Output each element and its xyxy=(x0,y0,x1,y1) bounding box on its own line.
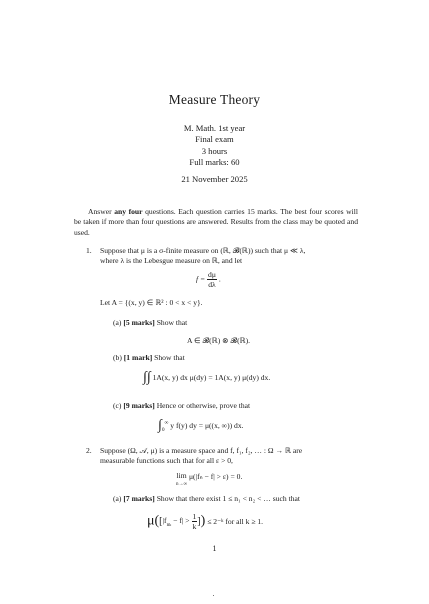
meta-exam-type: Final exam xyxy=(195,134,234,145)
instructions-pre: Answer xyxy=(88,207,115,216)
q1b-heading xyxy=(113,353,185,363)
q1a-display: A ∈ 𝓑(ℝ) ⊗ 𝓑(ℝ). xyxy=(187,336,251,345)
q2-limit-display xyxy=(176,472,242,488)
meta-course: M. Math. 1st year xyxy=(183,123,246,133)
q2-intro-line1: Suppose (Ω, 𝒜, μ) is a measure space and f, f₁, f₂, … : Ω → ℝ are xyxy=(100,446,303,455)
q1b-label: (b) xyxy=(113,353,122,362)
q1c-label: (c) xyxy=(113,401,122,410)
q1a-heading xyxy=(113,318,187,328)
q1-intro-line1: Suppose that μ is a σ-finite measure on (ℝ, 𝓑(ℝ)) such that μ ≪ λ, xyxy=(100,246,306,255)
q1-derivative-fraction xyxy=(207,270,217,289)
left-bracket-icon: [ xyxy=(159,516,163,527)
q2-intro-line2: measurable functions such that for all ε > 0, xyxy=(100,456,233,465)
q2a-fraction: $\frac{1}{k}$ xyxy=(192,512,197,531)
q1-let-A: Let A = {(x, y) ∈ ℝ² : 0 < x < y}. xyxy=(100,298,203,307)
left-paren-icon: μ( xyxy=(147,513,160,529)
q1b-display xyxy=(143,370,270,386)
q2a-text: Show that there exist 1 ≤ n₁ < n₂ < … such that xyxy=(156,494,300,503)
q1c-marks: [9 marks] xyxy=(123,401,155,410)
q2-lim-word: lim xyxy=(176,471,187,480)
q2a-bound: ≤ 2⁻ᵏ for all k ≥ 1. xyxy=(207,517,264,526)
page-title: Measure Theory xyxy=(168,92,261,107)
integral-sign-icon: ∫∫ xyxy=(143,370,151,385)
integral-sign-icon: ∫ xyxy=(158,418,162,433)
q1-f-lhs: f = xyxy=(196,274,208,284)
q1a-text: Show that xyxy=(156,318,188,327)
q1a-label: (a) xyxy=(113,318,122,327)
page-number: 1 xyxy=(212,544,217,553)
meta-duration: 3 hours xyxy=(201,145,228,156)
q1c-heading xyxy=(113,401,250,411)
exam-meta xyxy=(0,123,429,168)
q1-frac-den: dλ xyxy=(208,280,216,289)
q2a-marks: [7 marks] xyxy=(123,494,155,503)
q2a-heading xyxy=(113,494,300,504)
q2a-display: $\mu([|f_{nk} - f|$ > $\frac{1}{k}$ ]) ≤ 2⁻ᵏ for all k ≥ 1. xyxy=(147,512,264,531)
q2-lim-sub: n→∞ xyxy=(176,482,188,487)
instructions xyxy=(74,207,358,238)
q1-intro-line2: where λ is the Lebesgue measure on ℝ, and let xyxy=(100,256,243,265)
q2a-abs-expr: $|f_{nk} - f|$ > xyxy=(162,515,192,528)
scan-dot xyxy=(213,595,214,596)
q1c-equation: y f(y) dy = μ((x, ∞)) dx. xyxy=(170,420,244,430)
q1b-marks: [1 mark] xyxy=(123,353,153,362)
q1c-display: $\int_0^\infty$ y f(y) dy = μ((x, ∞)) dx. xyxy=(158,418,244,433)
meta-marks: Full marks: 60 xyxy=(189,156,240,167)
q2a-label: (a) xyxy=(113,494,122,503)
q1-frac-num: dμ xyxy=(208,270,216,279)
q2-limit-expression: μ(|fₙ − f| > ε) = 0. xyxy=(188,472,243,481)
instructions-post: questions. Each question carries 15 marks. The best four scores will be taken if more than four questions are answered. Results from the class may be quoted and used. xyxy=(74,207,358,237)
exam-date: 21 November 2025 xyxy=(181,174,248,184)
q1-number: 1. xyxy=(86,246,92,255)
instructions-bold: any four xyxy=(114,207,143,216)
q1-f-tail: . xyxy=(218,274,221,284)
q1c-text: Hence or otherwise, prove that xyxy=(156,401,251,410)
q1b-text: Show that xyxy=(154,353,185,362)
q1b-equation: 1A(x, y) dx μ(dy) = 1A(x, y) μ(dy) dx. xyxy=(152,372,271,382)
q1a-marks: [5 marks] xyxy=(123,318,155,327)
q2-number: 2. xyxy=(86,446,92,455)
q1-density-definition xyxy=(196,270,221,289)
